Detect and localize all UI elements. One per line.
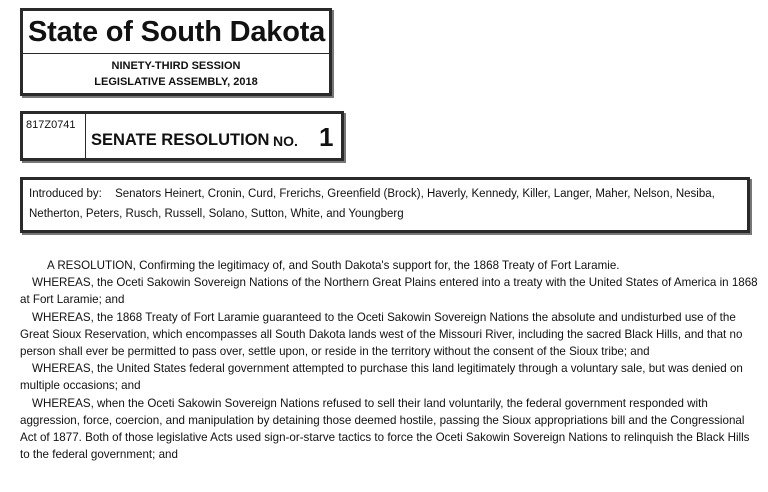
state-title: State of South Dakota (23, 11, 329, 54)
whereas-paragraph: WHEREAS, the 1868 Treaty of Fort Laramie guaranteed to the Oceti Sakowin Sovereign Nations the absolute and undisturbed use of the Great Sioux Reservation, which encompasses all South Dakota lands west of the Missouri River, including the sacred Black Hills, and that no person shall ever be permitted to pass over, settle upon, or reside in the territory without the consent of the Sioux tribe; and (20, 310, 743, 359)
introduced-by-box (20, 177, 750, 233)
whereas-paragraph: WHEREAS, when the Oceti Sakowin Sovereign Nations refused to sell their land voluntarily, the federal government responded with aggression, force, coercion, and manipulation by detaining those deemed hostile, passing the Sioux appropriations bill and the Congressional Act of 1877. Both of those legislative Acts used sign-or-starve tactics to force the Oceti Sakowin Sovereign Nations to relinquish the Black Hills to the federal government; and (20, 396, 750, 462)
bill-id: 817Z0741 (26, 119, 76, 131)
resolution-number: 1 (319, 122, 334, 152)
introduced-by-label: Introduced by: (29, 188, 102, 200)
sponsor-list: Senators Heinert, Cronin, Curd, Frerichs, Greenfield (Brock), Haverly, Kennedy, Killer, Langer, Maher, Nelson, Nesiba, Netherton, Peters, Rusch, Russell, Solano, Sutton, White, and Youngberg (29, 188, 715, 220)
assembly-line: LEGISLATIVE ASSEMBLY, 2018 (94, 76, 258, 88)
resolution-divider (85, 114, 86, 158)
whereas-paragraph: WHEREAS, the United States federal government attempted to purchase this land legitimately through a voluntary sale, but was denied on multiple occasions; and (20, 362, 743, 393)
state-header-box (20, 8, 332, 96)
resolution-label: SENATE RESOLUTION (91, 131, 270, 149)
resolution-body (20, 257, 758, 463)
session-line: NINETY-THIRD SESSION (111, 60, 241, 72)
resolution-title-paragraph: A RESOLUTION, Confirming the legitimacy of, and South Dakota's support for, the 1868 Treaty of Fort Laramie. (47, 259, 620, 272)
resolution-box (20, 111, 344, 161)
session-info (23, 54, 329, 90)
whereas-paragraph: WHEREAS, the Oceti Sakowin Sovereign Nations of the Northern Great Plains entered into a treaty with the United States of America in 1868 at Fort Laramie; and (20, 276, 758, 307)
resolution-no-label: NO. (273, 133, 298, 149)
